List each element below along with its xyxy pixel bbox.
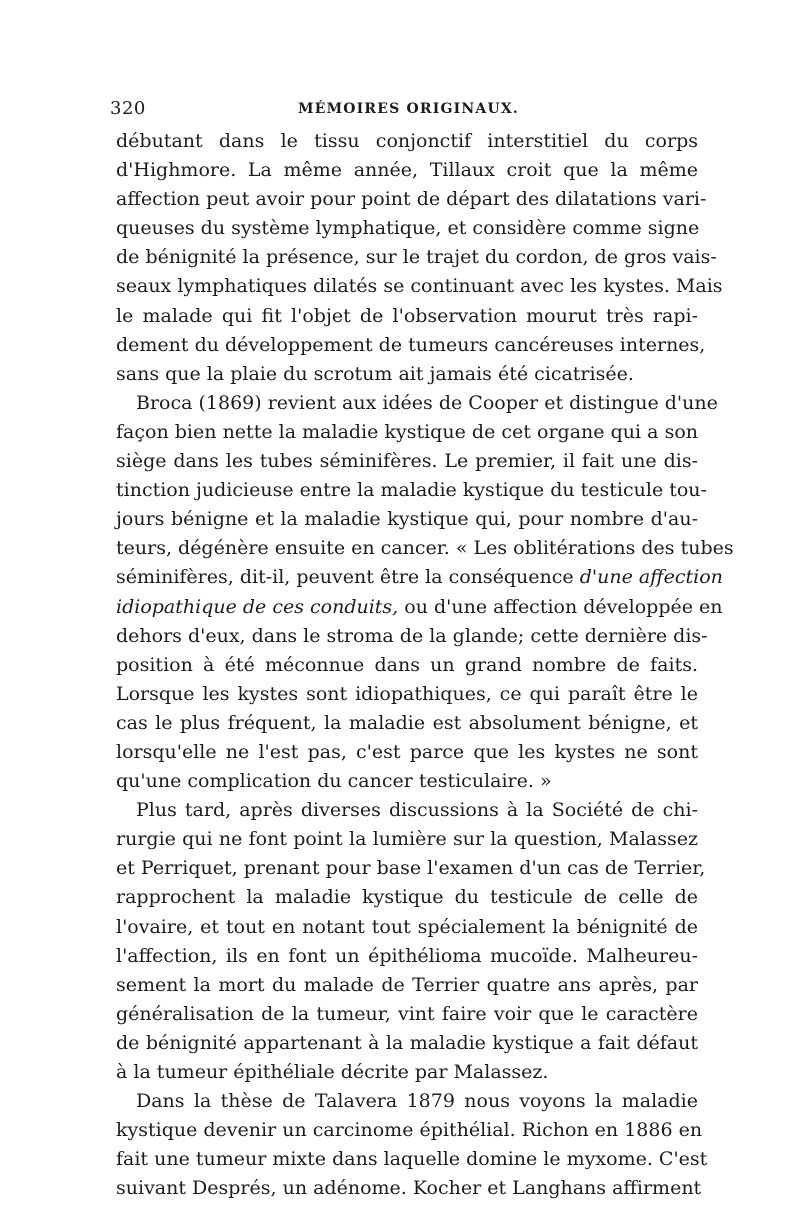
text-line bbox=[116, 767, 698, 796]
text-line bbox=[116, 971, 698, 1000]
text-line bbox=[116, 243, 717, 272]
line-segment: dement du développement de tumeurs cancéreuses internes, bbox=[116, 333, 706, 356]
text-line bbox=[116, 738, 698, 767]
text-line bbox=[116, 302, 698, 331]
line-segment: débutant dans le tissu conjonctif interstitiel du corps bbox=[116, 130, 698, 152]
line-segment: de bénignité la présence, sur le trajet du cordon, de gros vais- bbox=[116, 246, 717, 269]
text-line bbox=[116, 854, 706, 883]
text-line bbox=[116, 127, 698, 156]
text-line bbox=[116, 709, 698, 738]
line-segment: siège dans les tubes séminifères. Le premier, il fait une dis- bbox=[116, 450, 698, 473]
text-line bbox=[116, 913, 698, 942]
text-line bbox=[116, 447, 698, 476]
line-segment: kystique devenir un carcinome épithélial. Richon en 1886 en bbox=[116, 1119, 703, 1142]
line-segment: Lorsque les kystes sont idiopathiques, ce qui paraît être le bbox=[116, 682, 698, 705]
line-segment: qu'une complication du cancer testiculaire. » bbox=[116, 770, 552, 793]
text-line bbox=[116, 1174, 702, 1203]
text-line bbox=[116, 156, 698, 185]
line-segment: dehors d'eux, dans le stroma de la glande; cette dernière dis- bbox=[116, 624, 708, 647]
line-segment: l'ovaire, et tout en notant tout spécialement la bénignité de bbox=[116, 915, 698, 938]
text-line bbox=[116, 593, 723, 622]
text-line bbox=[116, 389, 718, 418]
line-segment: fait une tumeur mixte dans laquelle domine le myxome. C'est bbox=[116, 1148, 708, 1171]
line-segment: et Perriquet, prenant pour base l'examen d'un cas de Terrier, bbox=[116, 857, 706, 880]
line-segment: queuses du système lymphatique, et considère comme signe bbox=[116, 217, 700, 240]
italic-segment: idiopathique de ces conduits, bbox=[116, 595, 399, 618]
line-segment: à la tumeur épithéliale décrite par Malassez. bbox=[116, 1061, 549, 1083]
text-line bbox=[116, 272, 723, 301]
text-line bbox=[116, 942, 698, 971]
body-text bbox=[116, 127, 734, 1203]
line-segment: Plus tard, après diverses discussions à la Société de chi- bbox=[136, 799, 698, 822]
line-segment: façon bien nette la maladie kystique de cet organe qui a son bbox=[116, 420, 698, 443]
text-line bbox=[116, 1145, 708, 1174]
text-line bbox=[116, 1058, 698, 1087]
italic-segment: d'une affection bbox=[579, 566, 723, 589]
line-segment: généralisation de la tumeur, vint faire voir que le caractère bbox=[116, 1002, 698, 1025]
line-segment: le malade qui fit l'objet de l'observation mourut très rapi- bbox=[116, 304, 698, 327]
running-title: MÉMOIRES ORIGINAUX. bbox=[298, 101, 519, 117]
text-line bbox=[116, 214, 698, 243]
text-line bbox=[116, 680, 698, 709]
line-segment: seaux lymphatiques dilatés se continuant avec les kystes. Mais bbox=[116, 275, 723, 298]
line-segment: sement la mort du malade de Terrier quatre ans après, par bbox=[116, 973, 698, 996]
text-line bbox=[116, 825, 698, 854]
line-segment: teurs, dégénère ensuite en cancer. « Les oblitérations des tubes bbox=[116, 537, 734, 560]
text-line bbox=[116, 563, 723, 592]
line-segment: d'Highmore. La même année, Tillaux croit que la même bbox=[116, 159, 698, 182]
page-number: 320 bbox=[110, 98, 146, 119]
line-segment: rapprochent la maladie kystique du testicule de celle de bbox=[116, 886, 698, 909]
line-segment: tinction judicieuse entre la maladie kystique du testicule tou- bbox=[116, 479, 707, 502]
line-segment: Dans la thèse de Talavera 1879 nous voyons la maladie bbox=[136, 1090, 698, 1113]
page-header bbox=[110, 98, 698, 124]
line-segment: de bénignité appartenant à la maladie kystique a fait défaut bbox=[116, 1031, 698, 1054]
line-segment: séminifères, dit-il, peuvent être la conséquence bbox=[116, 566, 580, 589]
text-line bbox=[116, 476, 707, 505]
line-segment: affection peut avoir pour point de départ des dilatations vari- bbox=[116, 188, 707, 211]
text-line bbox=[116, 505, 698, 534]
line-segment: jours bénigne et la maladie kystique qui, pour nombre d'au- bbox=[116, 508, 698, 531]
text-line bbox=[116, 1116, 703, 1145]
line-segment: position à été méconnue dans un grand nombre de faits. bbox=[116, 653, 698, 676]
text-line bbox=[116, 1087, 698, 1116]
line-segment: suivant Després, un adénome. Kocher et Langhans affirment bbox=[116, 1177, 702, 1200]
text-line bbox=[116, 1029, 698, 1058]
text-line bbox=[116, 796, 698, 825]
text-line bbox=[116, 1000, 698, 1029]
text-line bbox=[116, 360, 698, 389]
text-line bbox=[116, 622, 708, 651]
line-segment: sans que la plaie du scrotum ait jamais été cicatrisée. bbox=[116, 362, 634, 385]
text-line bbox=[116, 418, 698, 447]
line-segment: ou d'une affection développée en bbox=[398, 595, 723, 618]
text-line bbox=[116, 883, 698, 912]
line-segment: rurgie qui ne font point la lumière sur la question, Malassez bbox=[116, 828, 698, 851]
text-line bbox=[116, 534, 734, 563]
text-line bbox=[116, 331, 706, 360]
line-segment: l'affection, ils en font un épithélioma mucoïde. Malheureu- bbox=[116, 944, 698, 967]
text-line bbox=[116, 185, 707, 214]
line-segment: cas le plus fréquent, la maladie est absolument bénigne, et bbox=[116, 711, 698, 734]
text-line bbox=[116, 651, 698, 680]
line-segment: Broca (1869) revient aux idées de Cooper et distingue d'une bbox=[136, 391, 718, 414]
line-segment: lorsqu'elle ne l'est pas, c'est parce que les kystes ne sont bbox=[116, 740, 698, 763]
